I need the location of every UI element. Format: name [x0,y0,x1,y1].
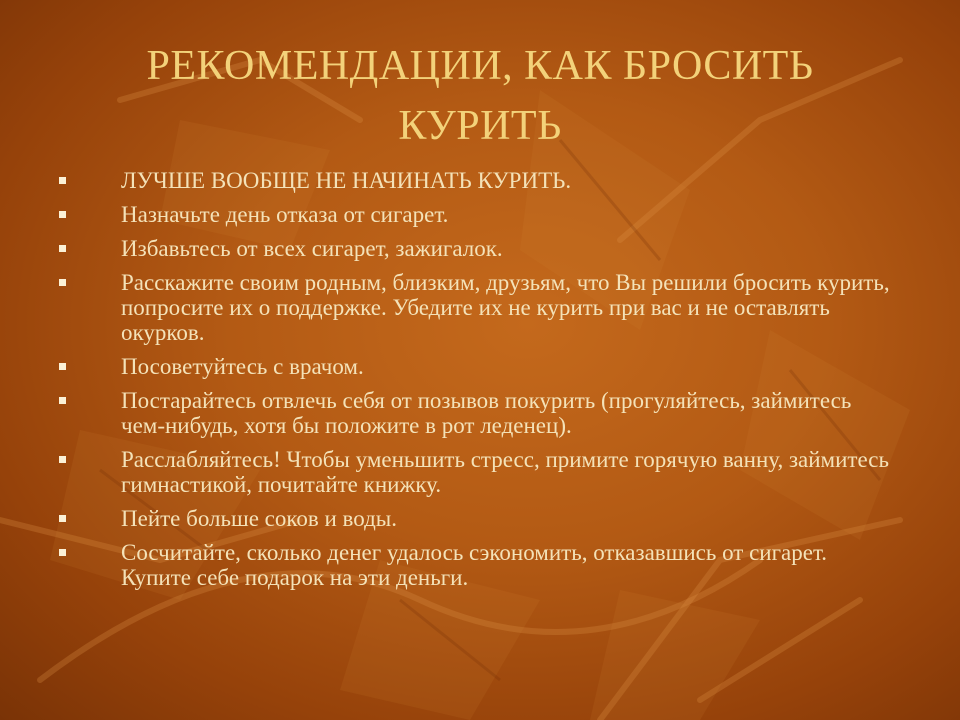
square-bullet-icon [59,279,66,286]
recommendations-list [52,168,892,599]
list-item [52,270,892,345]
list-item [52,506,892,531]
list-item [52,540,892,590]
square-bullet-icon [59,515,66,522]
list-item [52,236,892,261]
list-item [52,202,892,227]
list-item-text: ЛУЧШЕ ВООБЩЕ НЕ НАЧИНАТЬ КУРИТЬ. [121,168,572,193]
list-item-text: Постарайтесь отвлечь себя от позывов покурить (прогуляйтесь, займитесь чем-нибудь, хотя бы положите в рот леденец). [121,388,852,438]
square-bullet-icon [59,397,66,404]
list-item-text: Избавьтесь от всех сигарет, зажигалок. [121,236,503,261]
square-bullet-icon [59,211,66,218]
list-item-text: Назначьте день отказа от сигарет. [121,202,449,227]
list-item [52,168,892,193]
square-bullet-icon [59,456,66,463]
list-item-text: Пейте больше соков и воды. [121,506,397,531]
list-item [52,447,892,497]
list-item-text: Посоветуйтесь с врачом. [121,354,364,379]
slide-title: РЕКОМЕНДАЦИИ, КАК БРОСИТЬ КУРИТЬ [146,43,814,149]
square-bullet-icon [59,363,66,370]
list-item [52,354,892,379]
square-bullet-icon [59,177,66,184]
list-item [52,388,892,438]
square-bullet-icon [59,245,66,252]
list-item-text: Расслабляйтесь! Чтобы уменьшить стресс, примите горячую ванну, займитесь гимнастикой, почитайте книжку. [121,447,889,497]
list-item-text: Расскажите своим родным, близким, друзьям, что Вы решили бросить курить, попросите их о поддержке. Убедите их не курить при вас и не оставлять окурков. [121,270,890,345]
list-item-text: Сосчитайте, сколько денег удалось сэкономить, отказавшись от сигарет. Купите себе подарок на эти деньги. [121,540,828,590]
square-bullet-icon [59,549,66,556]
